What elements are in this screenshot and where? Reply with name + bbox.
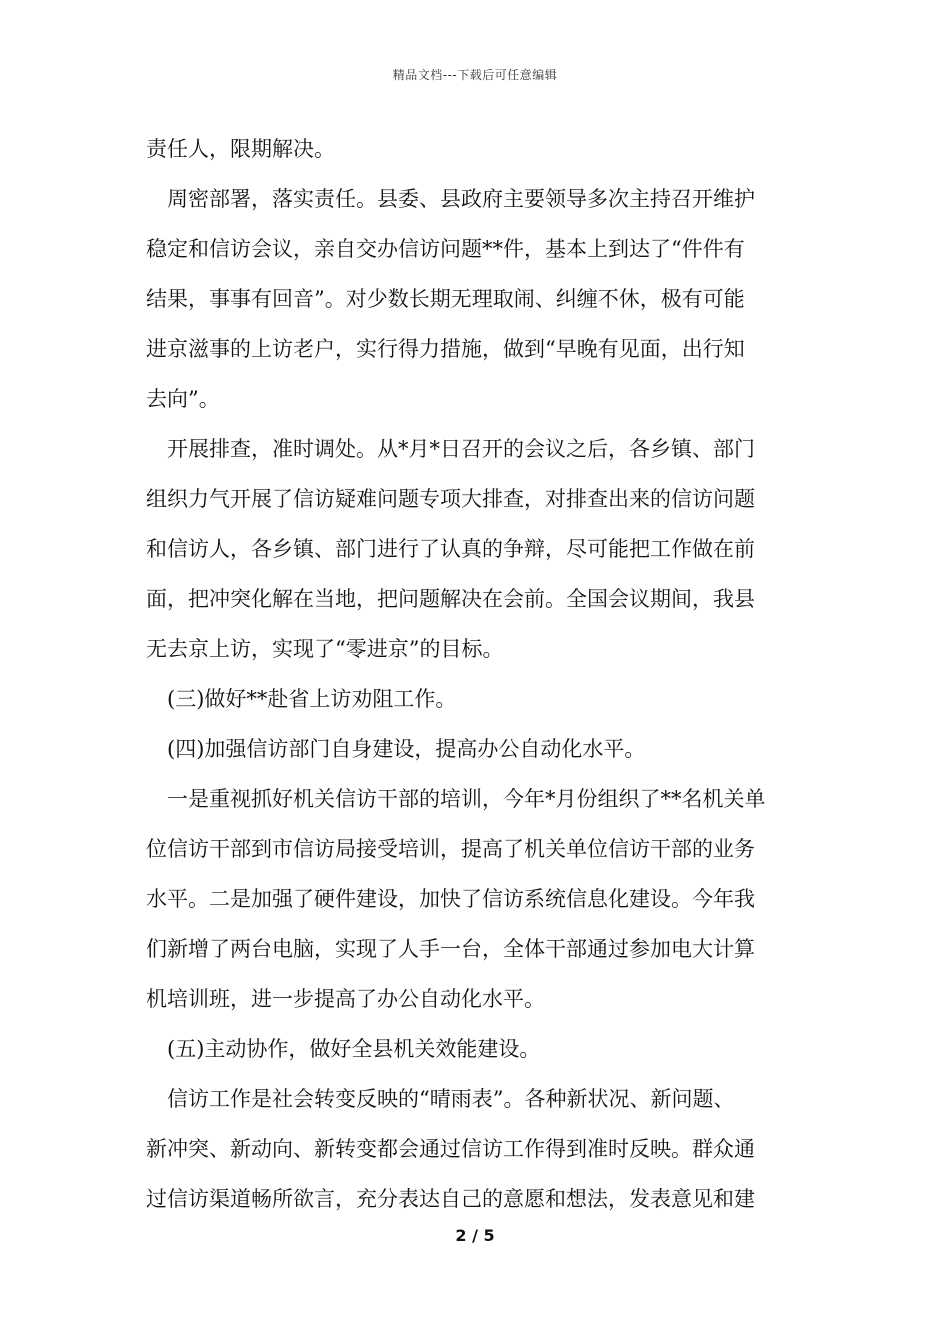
text-line: 新冲突、新动向、新转变都会通过信访工作得到准时反映。群众通	[146, 1137, 755, 1161]
page-number: 2 / 5	[455, 1226, 495, 1245]
document-body	[146, 124, 810, 1224]
text-line: 机培训班，进一步提高了办公自动化水平。	[146, 987, 545, 1011]
text-line: 组织力气开展了信访疑难问题专项大排查，对排查出来的信访问题	[146, 487, 755, 511]
text-line: 一是重视抓好机关信访干部的培训，今年*月份组织了**名机关单	[167, 787, 766, 811]
text-line: 面，把冲突化解在当地，把问题解决在会前。全国会议期间，我县	[146, 587, 755, 611]
text-line: 无去京上访，实现了“零进京”的目标。	[146, 637, 504, 661]
text-line: 稳定和信访会议，亲自交办信访问题**件，基本上到达了“件件有	[146, 237, 745, 261]
text-line: (三)做好**赴省上访劝阻工作。	[167, 687, 457, 711]
text-line: 位信访干部到市信访局接受培训，提高了机关单位信访干部的业务	[146, 837, 755, 861]
text-line: 周密部署，落实责任。县委、县政府主要领导多次主持召开维护	[167, 187, 755, 211]
text-line: 们新增了两台电脑，实现了人手一台，全体干部通过参加电大计算	[146, 937, 755, 961]
text-line: 开展排查，准时调处。从*月*日召开的会议之后，各乡镇、部门	[167, 437, 755, 461]
text-line: 去向”。	[146, 387, 220, 411]
text-line: 和信访人，各乡镇、部门进行了认真的争辩，尽可能把工作做在前	[146, 537, 755, 561]
text-line: 信访工作是社会转变反映的“晴雨表”。各种新状况、新问题、	[167, 1087, 735, 1111]
text-line: 水平。二是加强了硬件建设，加快了信访系统信息化建设。今年我	[146, 887, 755, 911]
text-line: 进京滋事的上访老户，实行得力措施，做到“早晚有见面，出行知	[146, 337, 745, 361]
page-header: 精品文档---下载后可任意编辑	[392, 68, 558, 82]
text-line: 结果，事事有回音”。对少数长期无理取闹、纠缠不休，极有可能	[146, 287, 745, 311]
text-line: 过信访渠道畅所欲言，充分表达自己的意愿和想法，发表意见和建	[146, 1187, 755, 1211]
text-line: 责任人，限期解决。	[146, 137, 335, 161]
text-line: (四)加强信访部门自身建设，提高办公自动化水平。	[167, 737, 646, 761]
text-line: (五)主动协作，做好全县机关效能建设。	[167, 1037, 541, 1061]
